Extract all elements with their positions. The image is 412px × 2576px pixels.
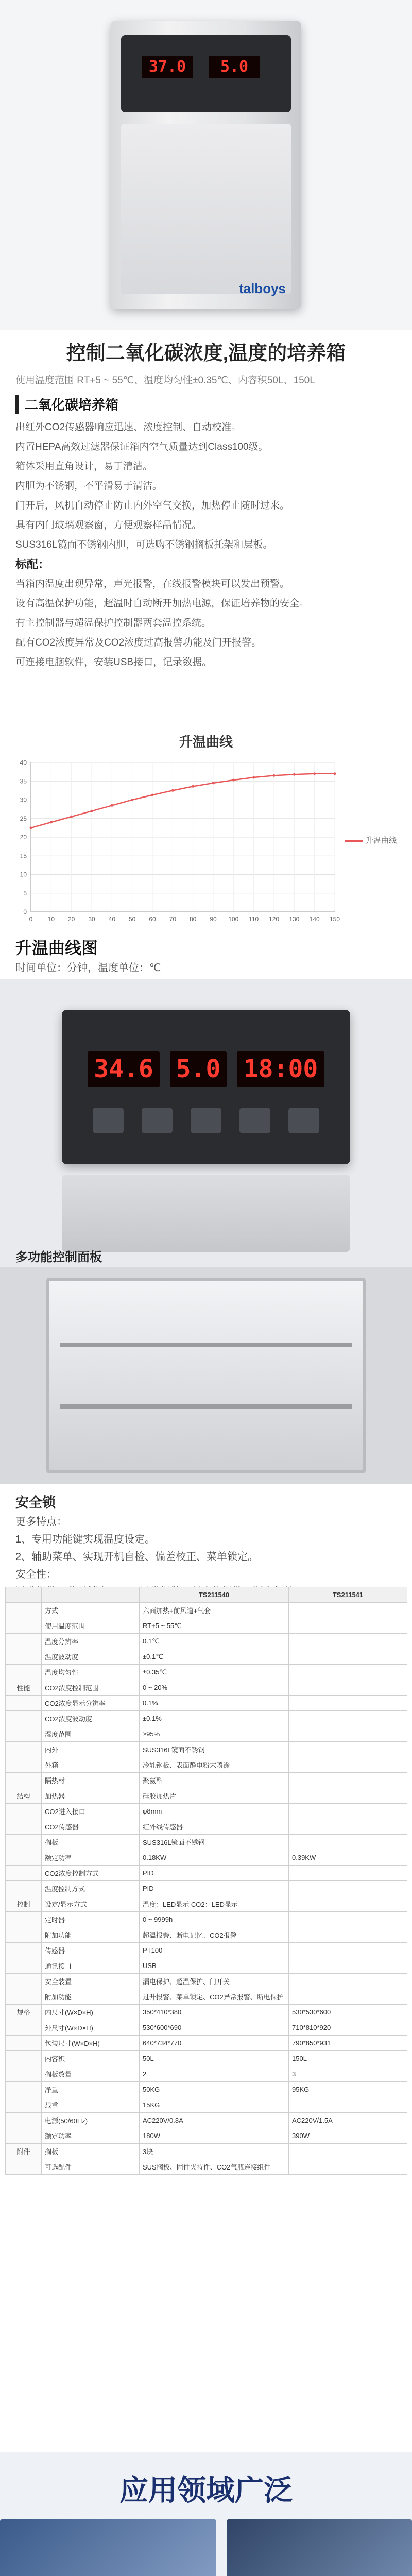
y-tick-label: 40	[20, 759, 27, 766]
spec-cell	[289, 1896, 407, 1912]
spec-cell: 95KG	[289, 2082, 407, 2097]
spec-cell: 0 ~ 20%	[140, 1680, 289, 1696]
y-tick-label: 25	[20, 815, 27, 822]
spec-cell	[6, 1866, 42, 1881]
safety-item: 安全性：	[15, 1569, 57, 1580]
heating-curve-section	[0, 726, 412, 979]
spec-cell	[6, 1773, 42, 1788]
spec-cell: CO2浓度显示分辨率	[42, 1696, 140, 1711]
spec-cell	[6, 1927, 42, 1943]
spec-row	[6, 1711, 407, 1726]
x-tick-label: 40	[108, 916, 116, 923]
data-point	[91, 810, 93, 812]
safety-list	[0, 1513, 412, 1587]
spec-cell	[289, 1927, 407, 1943]
safety-item	[0, 1583, 412, 1587]
spec-cell: 内外	[42, 1742, 140, 1757]
spec-cell	[6, 1665, 42, 1680]
data-point	[151, 794, 154, 796]
safety-item: 1、专用功能键实现温度设定。	[15, 1534, 156, 1545]
feature-item: 出红外CO2传感器响应迅速、浓度控制、自动校准。	[15, 422, 242, 433]
spec-cell: 控制	[6, 1896, 42, 1912]
spec-cell	[6, 1881, 42, 1896]
spec-cell: 载重	[42, 2097, 140, 2113]
spec-cell	[289, 1665, 407, 1680]
spec-cell: 0 ~ 9999h	[140, 1912, 289, 1927]
y-tick-label: 30	[20, 796, 27, 804]
spec-row	[6, 2144, 407, 2159]
spec-cell: 湿度范围	[42, 1726, 140, 1742]
spec-row	[6, 1649, 407, 1665]
heating-curve-chart	[0, 726, 412, 933]
spec-cell	[6, 1819, 42, 1835]
spec-cell: 额定功率	[42, 2128, 140, 2144]
spec-row	[6, 1618, 407, 1634]
spec-cell: φ8mm	[140, 1804, 289, 1819]
incubator-door-closeup	[62, 1175, 350, 1252]
spec-cell: 50KG	[140, 2082, 289, 2097]
spec-cell	[289, 1634, 407, 1649]
incubator-interior-photo	[46, 1278, 366, 1473]
spec-cell: 规格	[6, 2005, 42, 2020]
data-point	[313, 772, 316, 775]
spec-cell	[289, 1943, 407, 1958]
spec-cell	[6, 1835, 42, 1850]
spec-cell: 390W	[289, 2128, 407, 2144]
spec-cell	[289, 1680, 407, 1696]
spec-cell	[6, 1603, 42, 1618]
feature-item: 内置HEPA高效过滤器保证箱内空气质量达到Class100级。	[15, 442, 268, 452]
spec-cell	[6, 1850, 42, 1866]
spec-header-row	[6, 1587, 407, 1603]
spec-cell	[289, 1603, 407, 1618]
spec-cell: 15KG	[140, 2097, 289, 2113]
spec-cell	[6, 2097, 42, 2113]
spec-row	[6, 2051, 407, 2066]
spec-cell	[6, 2113, 42, 2128]
x-tick-label: 140	[309, 916, 320, 923]
spec-row	[6, 1788, 407, 1804]
product-title: 控制二氧化碳浓度,温度的培养箱	[66, 343, 346, 364]
x-tick-label: 90	[210, 916, 217, 923]
spec-cell: 可选配件	[42, 2159, 140, 2175]
spec-cell: 3块	[140, 2144, 289, 2159]
spec-cell: 内容积	[42, 2051, 140, 2066]
spec-cell	[6, 1618, 42, 1634]
spec-row	[6, 2005, 407, 2020]
spec-cell	[6, 1649, 42, 1665]
spec-cell: CO2浓度控制范围	[42, 1680, 140, 1696]
spec-cell	[289, 1974, 407, 1989]
spec-row	[6, 1773, 407, 1788]
spec-cell: SUS316L镜面不锈钢	[140, 1835, 289, 1850]
spec-cell: 附加功能	[42, 1927, 140, 1943]
note-item: 当箱内温度出现异常，声光报警，在线报警模块可以发出预警。	[15, 579, 290, 589]
spec-row	[6, 1896, 407, 1912]
spec-cell: ±0.35℃	[140, 1665, 289, 1680]
spec-row	[6, 2036, 407, 2051]
spec-cell	[6, 1711, 42, 1726]
spec-cell: CO2浓度波动度	[42, 1711, 140, 1726]
spec-cell: 净重	[42, 2082, 140, 2097]
spec-cell: 温度分辨率	[42, 1634, 140, 1649]
temp-display: 37.0	[142, 56, 193, 78]
x-tick-label: 120	[268, 916, 280, 923]
spec-cell: ±0.1%	[140, 1711, 289, 1726]
data-point	[50, 821, 53, 824]
spec-cell	[289, 1618, 407, 1634]
spec-cell	[289, 1711, 407, 1726]
x-tick-label: 100	[228, 916, 239, 923]
classroom-photo	[0, 2519, 216, 2576]
spec-table-section	[0, 1587, 412, 2452]
spec-cell	[289, 1866, 407, 1881]
spec-cell	[289, 1742, 407, 1757]
safety-item: 更多特点：	[15, 1516, 67, 1528]
interior-shelf	[60, 1343, 352, 1347]
spec-row	[6, 1943, 407, 1958]
spec-cell	[289, 2144, 407, 2159]
spec-cell	[289, 2097, 407, 2113]
spec-cell	[6, 1726, 42, 1742]
spec-cell	[289, 1773, 407, 1788]
data-point	[192, 785, 194, 788]
interior-shelf	[60, 1404, 352, 1409]
incubator-control-panel	[121, 35, 291, 112]
safety-title: 安全锁	[15, 1495, 56, 1510]
spec-cell	[289, 1958, 407, 1974]
spec-cell: CO2传感器	[42, 1819, 140, 1835]
spec-cell	[289, 1726, 407, 1742]
spec-cell: 外尺寸(W×D×H)	[42, 2020, 140, 2036]
y-tick-label: 10	[20, 871, 27, 878]
spec-row	[6, 2113, 407, 2128]
y-tick-label: 5	[23, 889, 27, 897]
spec-row	[6, 1958, 407, 1974]
spec-cell: 温度控制方式	[42, 1881, 140, 1896]
note-item: 有主控制器与超温保护控制器两套温控系统。	[15, 618, 212, 629]
spec-cell: 搁板数量	[42, 2066, 140, 2082]
data-point	[293, 773, 296, 776]
spec-summary: 使用温度范围 RT+5 ~ 55℃、温度均匀性±0.35℃、内容积50L、150L	[15, 375, 315, 386]
feature-item: SUS316L镜面不锈钢内胆，可选购不锈钢搁板托架和层板。	[15, 539, 273, 550]
spec-cell	[289, 1757, 407, 1773]
incubator-photo	[111, 21, 301, 309]
data-point	[131, 799, 133, 801]
spec-cell: 0.1℃	[140, 1634, 289, 1649]
spec-cell	[289, 1835, 407, 1850]
note-heading: 标配：	[15, 558, 50, 571]
note-item: 配有CO2浓度异常及CO2浓度过高报警功能及门开报警。	[15, 637, 262, 648]
x-tick-label: 10	[47, 916, 55, 923]
spec-cell: 2	[140, 2066, 289, 2082]
spec-cell: 电源(50/60Hz)	[42, 2113, 140, 2128]
feature-item: 具有内门玻璃观察窗，方便观察样品情况。	[15, 520, 202, 531]
spec-cell: 超温报警、断电记忆、CO2报警	[140, 1927, 289, 1943]
data-point	[273, 774, 276, 777]
safety-item: 2、辅助菜单、实现开机自检、偏差校正、菜单锁定。	[15, 1551, 259, 1563]
chart-caption-units: 时间单位：分钟，温度单位：℃	[15, 962, 161, 974]
x-tick-label: 50	[128, 916, 136, 923]
spec-cell: 0.18KW	[140, 1850, 289, 1866]
control-panel-photo	[62, 1010, 350, 1164]
panel-caption: 多功能控制面板	[15, 1250, 102, 1264]
spec-cell: 使用温度范围	[42, 1618, 140, 1634]
panel-temp-display: 34.6	[88, 1051, 160, 1087]
x-tick-label: 80	[189, 916, 197, 923]
x-tick-label: 60	[149, 916, 156, 923]
y-tick-label: 0	[23, 908, 27, 916]
spec-cell: 350*410*380	[140, 2005, 289, 2020]
intro-section	[0, 330, 412, 726]
spec-cell: 设定/显示方式	[42, 1896, 140, 1912]
spec-cell: 红外线传感器	[140, 1819, 289, 1835]
spec-row	[6, 1912, 407, 1927]
spec-cell: 530*600*690	[140, 2020, 289, 2036]
spec-cell: 性能	[6, 1680, 42, 1696]
spec-cell: 搁板	[42, 2144, 140, 2159]
spec-cell: 搁板	[42, 1835, 140, 1850]
x-tick-label: 0	[29, 916, 33, 923]
spec-row	[6, 1974, 407, 1989]
data-point	[212, 782, 215, 784]
spec-cell	[6, 2051, 42, 2066]
spec-cell: 隔热材	[42, 1773, 140, 1788]
spec-cell: 50L	[140, 2051, 289, 2066]
hero-section	[0, 0, 412, 330]
spec-cell: 加热器	[42, 1788, 140, 1804]
legend-label: 升温曲线	[365, 836, 397, 845]
spec-cell: 六面加热+前风道+气套	[140, 1603, 289, 1618]
spec-cell: 漏电保护、超温保护、门开关	[140, 1974, 289, 1989]
applications-title: 应用领域广泛	[119, 2474, 293, 2506]
spec-header-cell	[42, 1587, 140, 1603]
spec-cell	[6, 1958, 42, 1974]
spec-cell: 温度均匀性	[42, 1665, 140, 1680]
control-panel-section	[0, 979, 412, 1267]
spec-table-body	[6, 1603, 407, 2175]
spec-row	[6, 1603, 407, 1618]
spec-cell: 额定功率	[42, 1850, 140, 1866]
spec-cell: 通讯接口	[42, 1958, 140, 1974]
x-tick-label: 30	[88, 916, 95, 923]
spec-cell: PID	[140, 1881, 289, 1896]
spec-cell: 790*850*931	[289, 2036, 407, 2051]
y-tick-label: 35	[20, 777, 27, 785]
data-point	[70, 816, 73, 818]
data-point	[232, 779, 235, 782]
spec-header-cell: TS211541	[289, 1587, 407, 1603]
spec-cell	[289, 1804, 407, 1819]
spec-cell: PID	[140, 1866, 289, 1881]
spec-row	[6, 1989, 407, 2005]
spec-cell	[6, 2066, 42, 2082]
spec-cell: CO2进入接口	[42, 1804, 140, 1819]
spec-cell	[289, 1788, 407, 1804]
spec-cell	[289, 1819, 407, 1835]
incubator-door	[121, 124, 291, 294]
x-tick-label: 130	[289, 916, 300, 923]
spec-cell: 640*734*770	[140, 2036, 289, 2051]
spec-cell	[289, 1696, 407, 1711]
spec-row	[6, 1866, 407, 1881]
feature-heading: 二氧化碳培养箱	[15, 395, 397, 414]
spec-row	[6, 1881, 407, 1896]
data-point	[252, 776, 255, 779]
applications-section	[0, 2452, 412, 2576]
data-point	[171, 789, 174, 792]
spec-cell	[6, 1912, 42, 1927]
data-point	[334, 772, 336, 775]
spec-cell: 结构	[6, 1788, 42, 1804]
spec-cell	[6, 2159, 42, 2175]
note-item: 可连接电脑软件，安装USB接口，记录数据。	[15, 657, 212, 668]
panel-time-display: 18:00	[237, 1051, 324, 1087]
spec-cell: 内尺寸(W×D×H)	[42, 2005, 140, 2020]
spec-cell: 0.39KW	[289, 1850, 407, 1866]
spec-cell: 外箱	[42, 1757, 140, 1773]
spec-cell	[289, 1649, 407, 1665]
spec-row	[6, 2066, 407, 2082]
spec-cell	[289, 1881, 407, 1896]
spec-header-cell: TS211540	[140, 1587, 289, 1603]
spec-cell	[6, 2082, 42, 2097]
data-point	[30, 826, 32, 829]
spec-row	[6, 1634, 407, 1649]
spec-cell: 方式	[42, 1603, 140, 1618]
spec-cell: 冷轧钢板、表面静电粉末喷涂	[140, 1757, 289, 1773]
chart-legend	[345, 835, 397, 845]
panel-button[interactable]	[191, 1108, 221, 1133]
spec-cell: USB	[140, 1958, 289, 1974]
feature-item: 箱体采用直角设计，易于清洁。	[15, 461, 153, 472]
feature-item: 门开后，风机自动停止防止内外空气交换，加热停止随时过来。	[15, 500, 290, 511]
spec-cell	[6, 1943, 42, 1958]
spec-cell: 安全装置	[42, 1974, 140, 1989]
spec-header-cell	[6, 1587, 42, 1603]
panel-button[interactable]	[239, 1108, 270, 1133]
panel-button[interactable]	[142, 1108, 173, 1133]
spec-cell: RT+5 ~ 55℃	[140, 1618, 289, 1634]
brand-logo: talboys	[238, 281, 286, 296]
spec-row	[6, 1680, 407, 1696]
spec-cell	[289, 1989, 407, 2005]
spec-row	[6, 2159, 407, 2175]
spec-cell: 附件	[6, 2144, 42, 2159]
spec-cell: 附加功能	[42, 1989, 140, 2005]
spec-cell	[6, 2020, 42, 2036]
spec-cell	[6, 2036, 42, 2051]
panel-button[interactable]	[93, 1108, 124, 1133]
spec-cell: 传感器	[42, 1943, 140, 1958]
spec-cell	[6, 2128, 42, 2144]
spec-cell	[6, 1634, 42, 1649]
spec-row	[6, 1742, 407, 1757]
x-tick-label: 110	[249, 916, 259, 923]
spec-cell	[289, 1912, 407, 1927]
spec-cell	[6, 1696, 42, 1711]
co2-display: 5.0	[209, 56, 260, 78]
spec-row	[6, 1757, 407, 1773]
spec-cell	[6, 1804, 42, 1819]
spec-row	[6, 1804, 407, 1819]
feature-list	[0, 414, 412, 672]
spec-cell: SUS316L镜面不锈钢	[140, 1742, 289, 1757]
spec-row	[6, 1819, 407, 1835]
series-line	[31, 774, 335, 828]
chart-title: 升温曲线	[179, 734, 233, 750]
spec-row	[6, 2082, 407, 2097]
x-tick-label: 70	[169, 916, 177, 923]
spec-cell: 定时器	[42, 1912, 140, 1927]
spec-row	[6, 2097, 407, 2113]
spec-cell: 0.1%	[140, 1696, 289, 1711]
safety-section	[0, 1484, 412, 1587]
spec-cell: ±0.1℃	[140, 1649, 289, 1665]
spec-cell: 530*530*600	[289, 2005, 407, 2020]
spec-row	[6, 1850, 407, 1866]
data-point	[111, 804, 113, 807]
spec-cell: 硅胶加热片	[140, 1788, 289, 1804]
chart-caption-title: 升温曲线图	[15, 939, 98, 957]
y-tick-label: 15	[20, 852, 27, 860]
spec-cell: 包装尺寸(W×D×H)	[42, 2036, 140, 2051]
x-tick-label: 20	[67, 916, 75, 923]
spec-cell	[6, 1974, 42, 1989]
spec-row	[6, 1696, 407, 1711]
spec-cell	[289, 2159, 407, 2175]
interior-section	[0, 1267, 412, 1484]
spec-cell: 3	[289, 2066, 407, 2082]
spec-row	[6, 1665, 407, 1680]
spec-cell: AC220V/0.8A	[140, 2113, 289, 2128]
spec-cell: 温度：LED显示 CO2：LED显示	[140, 1896, 289, 1912]
spec-cell: 150L	[289, 2051, 407, 2066]
spec-cell: 710*810*920	[289, 2020, 407, 2036]
panel-button[interactable]	[288, 1108, 319, 1133]
spec-cell	[6, 1757, 42, 1773]
spec-cell: 温度波动度	[42, 1649, 140, 1665]
x-tick-label: 150	[329, 916, 340, 923]
spec-cell: 180W	[140, 2128, 289, 2144]
lab-researcher-photo	[227, 2519, 412, 2576]
spec-row	[6, 1835, 407, 1850]
feature-item: 内胆为不锈钢，不平滑易于清洁。	[15, 481, 163, 492]
spec-cell: SUS搁板、固件夹持件、CO2气瓶连接组件	[140, 2159, 289, 2175]
spec-cell	[6, 1742, 42, 1757]
spec-cell	[6, 1989, 42, 2005]
spec-cell: ≥95%	[140, 1726, 289, 1742]
spec-cell: 聚氨酯	[140, 1773, 289, 1788]
panel-button-row	[93, 1108, 319, 1139]
panel-co2-display: 5.0	[170, 1051, 227, 1087]
legend-swatch	[345, 840, 363, 842]
spec-row	[6, 1726, 407, 1742]
spec-table	[5, 1587, 407, 2175]
spec-cell: PT100	[140, 1943, 289, 1958]
spec-row	[6, 2128, 407, 2144]
spec-row	[6, 2020, 407, 2036]
spec-cell: 过升报警、菜单锁定、CO2异常报警、断电保护	[140, 1989, 289, 2005]
note-item: 设有高温保护功能，超温时自动断开加热电源，保证培养物的安全。	[15, 598, 310, 609]
spec-row	[6, 1927, 407, 1943]
spec-cell: AC220V/1.5A	[289, 2113, 407, 2128]
spec-cell: CO2浓度控制方式	[42, 1866, 140, 1881]
y-tick-label: 20	[20, 834, 27, 841]
